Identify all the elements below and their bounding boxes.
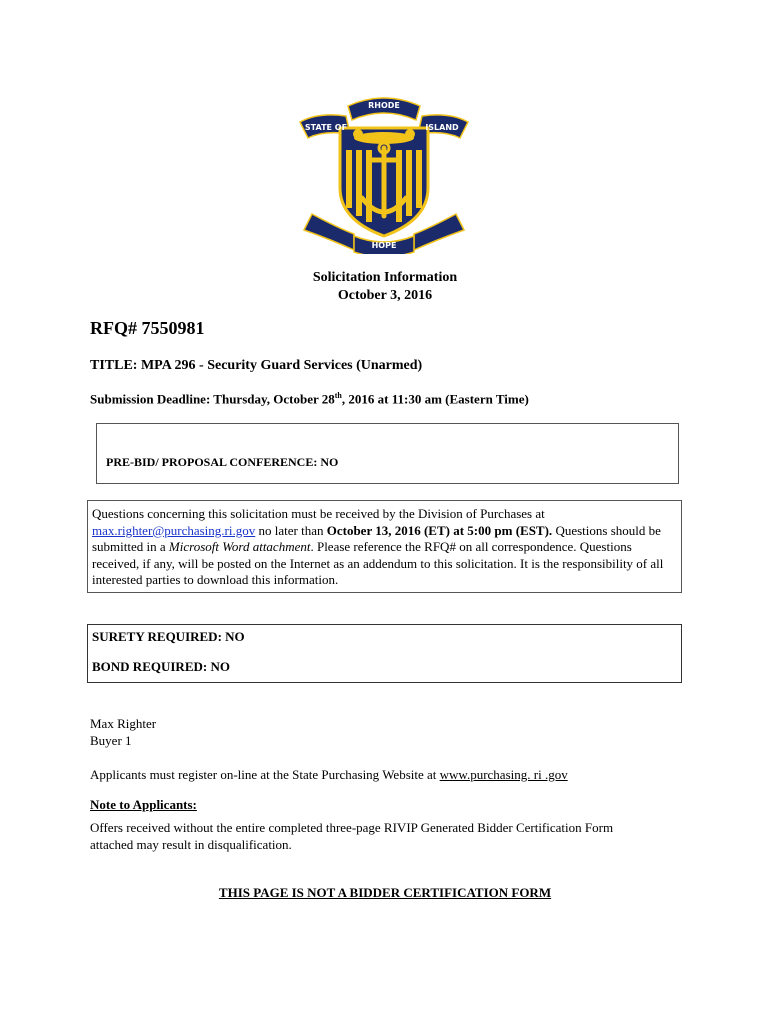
- questions-text-3: Questions should be submitted in a: [92, 522, 661, 555]
- seal-left-text: STATE OF: [304, 123, 348, 132]
- solicitation-date: October 3, 2016: [337, 288, 433, 303]
- questions-box: [87, 500, 682, 593]
- prebid-box: [96, 423, 679, 484]
- bond-required: BOND REQUIRED: NO: [92, 659, 230, 674]
- submission-deadline: [90, 391, 529, 407]
- questions-text-2: no later than: [255, 522, 327, 538]
- prebid-text: PRE-BID/ PROPOSAL CONFERENCE: NO: [106, 455, 339, 469]
- seal-bottom-text: HOPE: [371, 241, 397, 250]
- deadline-suffix: , 2016 at 11:30 am (Eastern Time): [341, 391, 529, 407]
- note-line-1: Offers received without the entire completed three-page RIVIP Generated Bidder Certification Form: [90, 820, 614, 835]
- note-line-2: attached may result in disqualification.: [90, 837, 292, 852]
- note-heading: Note to Applicants:: [90, 797, 197, 812]
- buyer-name: Max Righter: [90, 716, 157, 731]
- questions-text-1: Questions concerning this solicitation must be received by the Division of Purchases at: [92, 506, 545, 521]
- seal-top-text: RHODE: [368, 101, 400, 110]
- rfq-title: TITLE: MPA 296 - Security Guard Services (Unarmed): [90, 358, 423, 373]
- buyer-role: Buyer 1: [90, 733, 132, 748]
- rhode-island-seal: [298, 90, 470, 254]
- purchasing-website-link[interactable]: www.purchasing. ri .gov: [439, 767, 568, 782]
- questions-attachment: Microsoft Word attachment: [168, 539, 311, 555]
- questions-text-4: . Please reference the RFQ# on all correspondence. Questions received, if any, will be posted on the Internet as an addendum to this solicitation. It is the responsibility of all interested parties to download this information.: [92, 539, 664, 588]
- surety-required: SURETY REQUIRED: NO: [92, 629, 245, 644]
- solicitation-heading: Solicitation Information: [312, 270, 458, 285]
- questions-deadline: October 13, 2016 (ET) at 5:00 pm (EST).: [326, 522, 553, 538]
- seal-right-text: ISLAND: [425, 123, 459, 132]
- register-line: [90, 767, 568, 783]
- rfq-number: RFQ# 7550981: [90, 318, 205, 338]
- buyer-email-link[interactable]: max.righter@purchasing.ri.gov: [92, 522, 256, 538]
- requirements-box: [87, 624, 682, 683]
- deadline-prefix: Submission Deadline: Thursday, October 28: [90, 391, 335, 407]
- not-certification-notice: THIS PAGE IS NOT A BIDDER CERTIFICATION FORM: [218, 885, 552, 900]
- deadline-superscript: th: [334, 391, 342, 400]
- register-text: Applicants must register on-line at the State Purchasing Website at: [90, 767, 440, 782]
